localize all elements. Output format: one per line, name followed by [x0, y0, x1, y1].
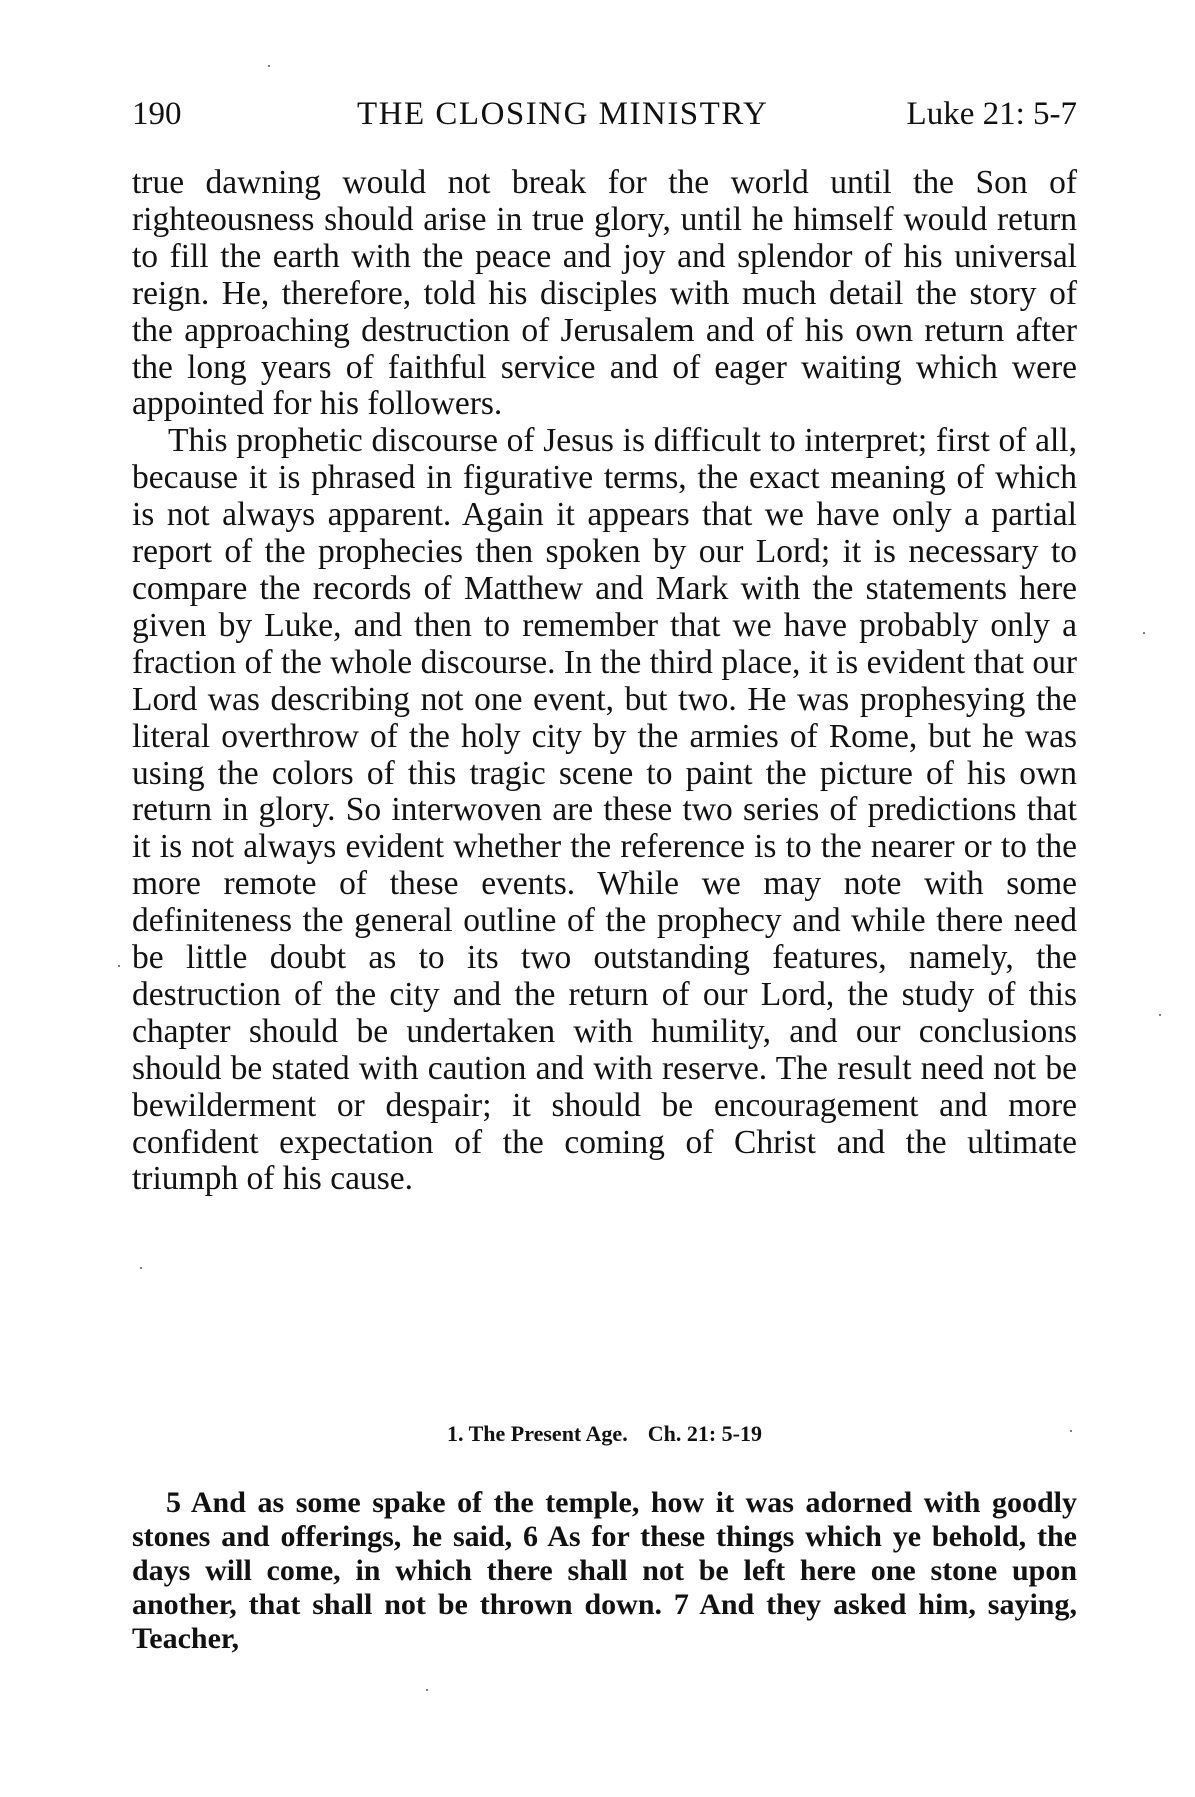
section-title: 1. The Present Age.: [447, 1421, 628, 1446]
scan-speck: [1070, 1430, 1072, 1432]
scripture-reference: Luke 21: 5-7: [906, 96, 1077, 132]
paragraph: This prophetic discourse of Jesus is difficult to interpret; first of all, because it is phrased in figurative terms, the exact meaning of which is not always apparent. Again it appears that we have only a partial report of the prophecies then spoken by our Lord; it is necessary to compare the records of Matthew and Mark with the statements here given by Luke, and then to remember that we have probably only a fraction of the whole discourse. In the third place, it is evident that our Lord was describing not one event, but two. He was prophesying the literal overthrow of the holy city by the armies of Rome, but he was using the colors of this tragic scene to paint the picture of his own return in glory. So interwoven are these two series of predictions that it is not always evident whether the reference is to the nearer or to the more remote of these events. While we may note with some definiteness the general outline of the prophecy and while there need be little doubt as to its two outstanding features, namely, the destruction of the city and the return of our Lord, the study of this chapter should be undertaken with humility, and our conclusions should be stated with caution and with reserve. The result need not be bewilderment or despair; it should be encouragement and more confident expectation of the coming of Christ and the ultimate triumph of his cause.: [132, 422, 1077, 1198]
section-heading: [132, 1419, 1077, 1449]
paragraph-continued: true dawning would not break for the world until the Son of righteousness should arise in true glory, until he himself would return to fill the earth with the peace and joy and splendor of his universal reign. He, therefore, told his disciples with much detail the story of the approaching destruction of Jerusalem and of his own return after the long years of faithful service and of eager waiting which were appointed for his followers.: [132, 164, 1077, 423]
scan-speck: [1159, 1014, 1161, 1016]
body-text: [132, 165, 1077, 1198]
page-number: 190: [132, 96, 182, 132]
scan-speck: [140, 1267, 142, 1269]
chapter-title: THE CLOSING MINISTRY: [357, 96, 769, 132]
section-reference: Ch. 21: 5-19: [647, 1421, 762, 1446]
scan-speck: [118, 965, 120, 967]
scan-speck: [426, 1689, 428, 1691]
scripture-text: 5 And as some spake of the temple, how it was adorned with goodly stones and offerings, he said, 6 As for these things which ye behold, the days will come, in which there shall not be left here one stone upon another, that shall not be thrown down. 7 And they asked him, saying, Teacher,: [132, 1486, 1077, 1655]
running-head: [132, 92, 1077, 136]
scan-speck: [268, 65, 270, 67]
scan-speck: [1143, 632, 1145, 634]
scripture-passage: [132, 1486, 1077, 1656]
